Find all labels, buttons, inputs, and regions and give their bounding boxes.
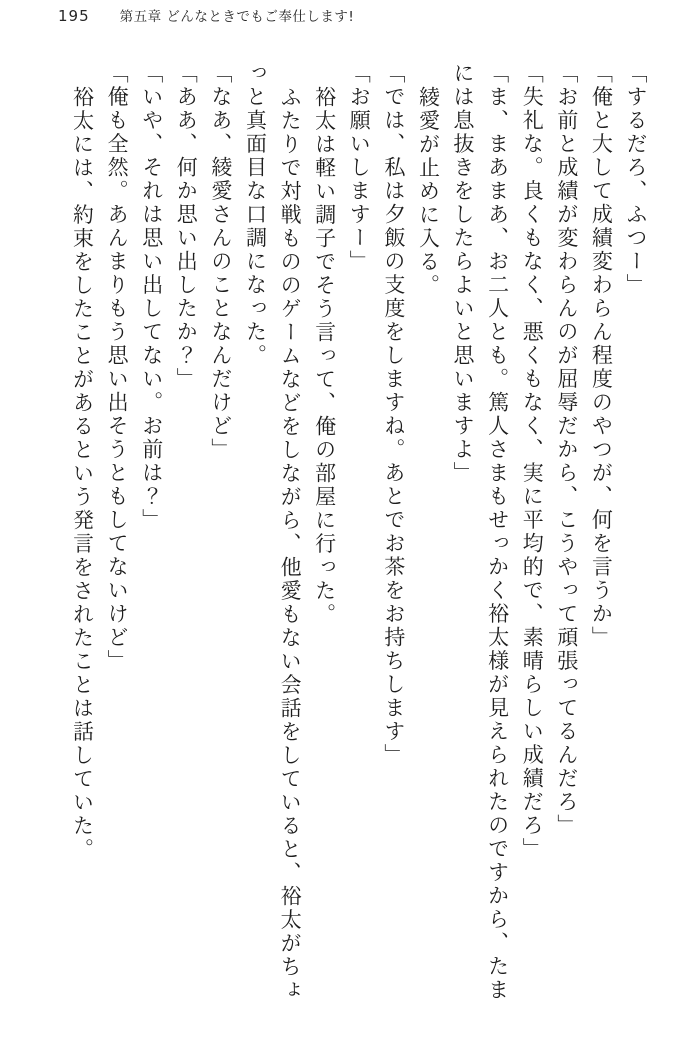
paragraph: 「ま、まあまあ、お二人とも。篤人さまもせっかく裕太様が見えられたのですから、たまには息抜きをしたらよいと思いますよ」	[451, 62, 510, 1002]
page-header	[58, 5, 354, 25]
page-number: 195	[58, 7, 90, 25]
paragraph: 「ああ、何か思い出したか？」	[174, 62, 199, 391]
paragraph: 裕太には、約束をしたことがあるという発言をされたことは話していた。	[70, 85, 95, 861]
paragraph: 裕太は軽い調子でそう言って、俺の部屋に行った。	[312, 85, 337, 626]
paragraph: 「では、私は夕飯の支度をしますね。あとでお茶をお持ちします」	[381, 62, 406, 767]
text-body	[61, 62, 653, 1009]
paragraph: 「お前と成績が変わらんのが屈辱だから、こうやって頑張ってるんだろ」	[554, 62, 579, 838]
paragraph: 「お願いしますー」	[347, 62, 372, 274]
paragraph: 綾愛が止めに入る。	[416, 85, 441, 297]
paragraph: 「俺と大して成績変わらん程度のやつが、何を言うか」	[589, 62, 614, 650]
paragraph: 「俺も全然。あんまりもう思い出そうともしてないけど」	[105, 62, 130, 673]
paragraph: 「するだろ、ふつー」	[624, 62, 648, 297]
paragraph: 「失礼な。良くもなく、悪くもなく、実に平均的で、素晴らしい成績だろ」	[520, 62, 545, 861]
chapter-title: 第五章 どんなときでもご奉仕します!	[119, 9, 355, 25]
paragraph: 「いや、それは思い出してない。お前は？」	[139, 62, 164, 532]
paragraph: 「なあ、綾愛さんのことなんだけど」	[208, 62, 233, 462]
paragraph: ふたりで対戦もののゲームなどをしながら、他愛もない会話をしていると、裕太がちょっと真面目な口調になった。	[243, 62, 303, 1002]
